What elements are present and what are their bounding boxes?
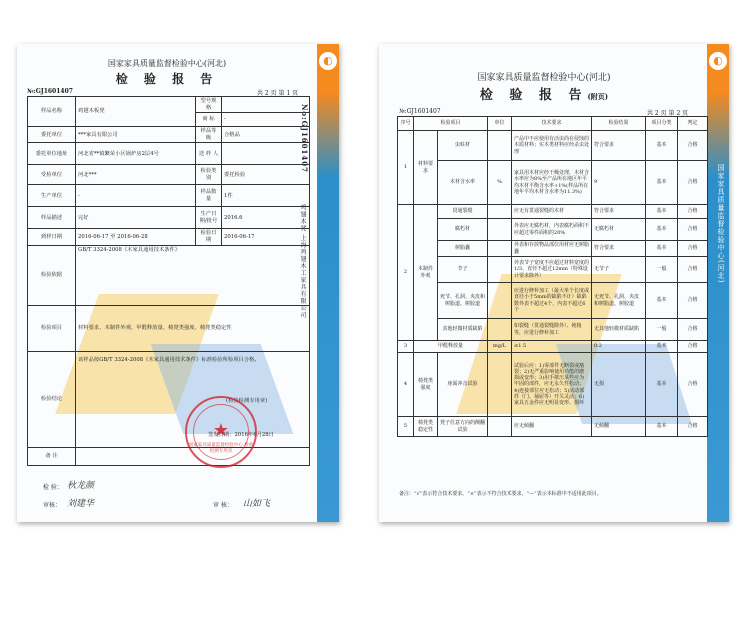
inspector-label: 检 验： xyxy=(43,484,63,491)
page-title xyxy=(379,84,709,103)
cell-judge: 合格 xyxy=(678,353,708,417)
cell-result: 0.2 xyxy=(592,341,646,353)
official-seal xyxy=(185,396,257,468)
report-number: №:GJ1601407 xyxy=(27,88,73,95)
cell-sub: 木材含水率 xyxy=(438,161,488,205)
cell-judge: 合格 xyxy=(678,319,708,341)
col-header: 判定 xyxy=(678,117,708,131)
col-header: 检验结果 xyxy=(592,117,646,131)
cell-label: 送 样 人 xyxy=(196,143,222,165)
cell-cls: 一般 xyxy=(646,319,678,341)
reviewer-label: 审核： xyxy=(43,502,62,509)
cell-value xyxy=(222,97,310,113)
cell-label: 商 标 xyxy=(196,113,222,127)
cell-label: 检验依据 xyxy=(28,245,76,305)
cell-sub: 其他轻微材质缺陷 xyxy=(438,319,488,341)
cell-value: 2016-06-17 xyxy=(222,229,310,245)
cell-judge: 合格 xyxy=(678,219,708,241)
col-header: 技术要求 xyxy=(512,117,592,131)
cell-cls: 基本 xyxy=(646,219,678,241)
cell-req: 应无有贯通裂缝的木材 xyxy=(512,205,592,219)
cell-value: - xyxy=(222,113,310,127)
vertical-company: 鸡翅木凳 上海鸡翅木工家具有限公司 xyxy=(299,204,306,319)
cell-judge: 合格 xyxy=(678,283,708,319)
cell-result: 9 xyxy=(592,161,646,205)
col-header: 检验项目 xyxy=(414,117,488,131)
cell-unit xyxy=(488,241,512,257)
cell-req: 应无倾翻 xyxy=(512,417,592,437)
title-text: 检 验 报 告 xyxy=(479,88,588,103)
conclusion-text: 该样品按GB/T 3324-2008《木家具通用技术条件》标准检验所检项目合格。 xyxy=(78,356,260,363)
cell-no: 3 xyxy=(398,341,414,353)
cell-cls: 基本 xyxy=(646,241,678,257)
cell-result: 无损 xyxy=(592,353,646,417)
side-band xyxy=(317,44,339,522)
cell-req: 外表应无腐朽材，内表腐朽面积不应超过零件面积的20% xyxy=(512,219,592,241)
cell-judge: 合格 xyxy=(678,205,708,219)
cell-result: 无死节、孔洞、夹皮和树脂道、树胶道 xyxy=(592,283,646,319)
cell-label: 样品描述 xyxy=(28,207,76,229)
cell-value: 鸡翅木板凳 xyxy=(76,97,196,127)
cell-req: 外表和存放物品部位用材应无树脂囊 xyxy=(512,241,592,257)
cell-sub: 节子 xyxy=(438,257,488,283)
cell-sub: 树脂囊 xyxy=(438,241,488,257)
cell-label: 委托单位地址 xyxy=(28,143,76,165)
center-logo-icon: ◐ xyxy=(709,52,727,70)
col-header: 序号 xyxy=(398,117,414,131)
cell-unit xyxy=(488,205,512,219)
approver-signature: 山如飞 xyxy=(243,499,271,509)
cell-judge: 合格 xyxy=(678,341,708,353)
cell-unit xyxy=(488,353,512,417)
cell-result: 符合要求 xyxy=(592,205,646,219)
cell-value: 河北省**镇繁荣小区锅炉房2层4号 xyxy=(76,143,196,165)
star-icon: ★ xyxy=(212,420,230,441)
cell-cls: 基本 xyxy=(646,283,678,319)
cell-req: ≤1.5 xyxy=(512,341,592,353)
cell-label: 型号规格 xyxy=(196,97,222,113)
title-suffix: (附页) xyxy=(587,92,609,101)
cell-label: 委托单位 xyxy=(28,127,76,143)
cell-result: 无倾翻 xyxy=(592,417,646,437)
cell-label: 检验类别 xyxy=(196,165,222,185)
cell-judge: 合格 xyxy=(678,417,708,437)
cell-no: 4 xyxy=(398,353,414,417)
col-header: 单位 xyxy=(488,117,512,131)
report-page-1 xyxy=(17,44,339,522)
cell-unit xyxy=(488,131,512,161)
cell-result: 符合要求 xyxy=(592,131,646,161)
cell-result: 无腐朽材 xyxy=(592,219,646,241)
cell-item: 椅凳类强度 xyxy=(414,353,438,417)
cell-sub: 虫蛀材 xyxy=(438,131,488,161)
reviewer-signature: 刘建华 xyxy=(67,499,95,509)
cell-value: 材料要求、木制件外观、甲醛释放量、椅凳类强度、椅凳类稳定性 xyxy=(76,305,310,351)
cell-item: 椅凳类稳定性 xyxy=(414,417,438,437)
cell-unit: % xyxy=(488,161,512,205)
table-footnote: 备注：“√”表示符合技术要求，“×”表示不符合技术要求，“—”表示本标准中不适用此项目。 xyxy=(399,491,602,497)
page-info: 共 2 页 第 2 页 xyxy=(647,110,689,117)
center-name: 国家家具质量监督检验中心(河北) xyxy=(477,73,611,83)
center-name: 国家家具质量监督检验中心(河北) xyxy=(107,59,227,68)
cell-value: 2016-06-17 至 2016-06-28 xyxy=(76,229,196,245)
cell-sub: 座面冲击试验 xyxy=(438,353,488,417)
cell-value: 合格品 xyxy=(222,127,310,143)
report-table xyxy=(27,96,310,466)
cell-no: 1 xyxy=(398,131,414,205)
cell-value: 1件 xyxy=(222,185,310,207)
cell-label: 样品名称 xyxy=(28,97,76,127)
cell-item: 甲醛释放量 xyxy=(414,341,488,353)
cell-sub: 死节、孔洞、夹皮和树脂道、树胶道 xyxy=(438,283,488,319)
cell-sub: 贯通裂缝 xyxy=(438,205,488,219)
cell-value: ***家具有限公司 xyxy=(76,127,196,143)
cell-cls: 基本 xyxy=(646,205,678,219)
cell-sub: 凳子任意方向的侧翻试验 xyxy=(438,417,488,437)
cell-cls: 基本 xyxy=(646,353,678,417)
page-title: 检 验 报 告 xyxy=(115,72,219,86)
center-logo-icon: ◐ xyxy=(319,52,337,70)
cell-label: 生产日期/批号 xyxy=(196,207,222,229)
cell-value: 完好 xyxy=(76,207,196,229)
cell-judge: 合格 xyxy=(678,161,708,205)
cell-item: 材料要求 xyxy=(414,131,438,205)
detail-table xyxy=(397,116,708,437)
vertical-report-no: No:GJ1601407 xyxy=(300,104,309,174)
cell-unit xyxy=(488,319,512,341)
cell-req: 外表节子宽度不应超过材料宽度的1/3，直径不超过12mm（特殊设计要求除外） xyxy=(512,257,592,283)
report-page-2 xyxy=(379,44,729,522)
cell-no: 5 xyxy=(398,417,414,437)
cell-value: GB/T 3324-2008《木家具通用技术条件》 xyxy=(76,245,310,305)
cell-no: 2 xyxy=(398,205,414,341)
cell-cls: 一般 xyxy=(646,257,678,283)
cell-unit xyxy=(488,283,512,319)
cell-cls: 基本 xyxy=(646,131,678,161)
cell-judge: 合格 xyxy=(678,131,708,161)
cell-label: 样品等级 xyxy=(196,127,222,143)
cell-item: 木制件外观 xyxy=(414,205,438,341)
cell-label: 生产单位 xyxy=(28,185,76,207)
cell-label: 样品数量 xyxy=(196,185,222,207)
cell-req: 家具用木材应经干燥处理，木材含水率应为8%至产品所在地区年平均木材平衡含水率+1%(样品所在地年平均木材含水率为11.3%) xyxy=(512,161,592,205)
cell-req: 试验后应：1)零部件无断裂或豁裂；2)无严重影响使用功能的磨损或变形；3)用手揿压某些应为牢固的部件，应无永久性松动；4)连接部位应无松动；5)活动部件（门、抽屉等）开关灵活；6)家具五金件应无明显变形、损坏 xyxy=(512,353,592,417)
cell-result: 无其他轻微材质缺陷 xyxy=(592,319,646,341)
cell-sub: 腐朽材 xyxy=(438,219,488,241)
cell-cls: 基本 xyxy=(646,161,678,205)
stamp-note: (检验检测专用章) xyxy=(226,397,268,404)
sign-date: 签发日期：2016年6月28日 xyxy=(208,431,274,438)
cell-unit xyxy=(488,257,512,283)
cell-result: 无节子 xyxy=(592,257,646,283)
cell-unit: mg/L xyxy=(488,341,512,353)
cell-judge: 合格 xyxy=(678,257,708,283)
cell-value: 2016.6 xyxy=(222,207,310,229)
cell-cls: 基本 xyxy=(646,341,678,353)
cell-req: 如裂缝（贯通裂缝除外）、钝棱等，应进行修补加工 xyxy=(512,319,592,341)
cell-label: 受检单位 xyxy=(28,165,76,185)
cell-judge: 合格 xyxy=(678,241,708,257)
approver-label: 审 核： xyxy=(213,502,233,509)
seal-text: 国家家具质量监督检验中心 检验检测专用章 xyxy=(188,443,254,454)
cell-label: 检验结论 xyxy=(28,351,76,447)
report-number: №:GJ1601407 xyxy=(399,108,441,115)
col-header: 项目分类 xyxy=(646,117,678,131)
cell-label: 检验项目 xyxy=(28,305,76,351)
cell-cls: 基本 xyxy=(646,417,678,437)
cell-req: 应进行修补加工（最大单个长度或直径小于5mm的缺陷不计）缺陷数外表不超过4个，内表不超过6个 xyxy=(512,283,592,319)
cell-value xyxy=(222,143,310,165)
band-text: 国家家具质量监督检验中心(河北) xyxy=(717,164,725,284)
cell-value: 河北*** xyxy=(76,165,196,185)
inspector-signature: 秋龙颜 xyxy=(67,481,95,491)
page-info: 共 2 页 第 1 页 xyxy=(257,90,299,97)
cell-result: 符合要求 xyxy=(592,241,646,257)
cell-label: 检验日期 xyxy=(196,229,222,245)
cell-unit xyxy=(488,417,512,437)
cell-req: 产品中不应使用有活虫尚在侵蚀的木质材料；实木类材料应经杀虫处理 xyxy=(512,131,592,161)
cell-unit xyxy=(488,219,512,241)
cell-label: 到样日期 xyxy=(28,229,76,245)
cell-value: - xyxy=(76,185,196,207)
cell-label: 备 注 xyxy=(28,447,76,465)
cell-value: 委托检验 xyxy=(222,165,310,185)
